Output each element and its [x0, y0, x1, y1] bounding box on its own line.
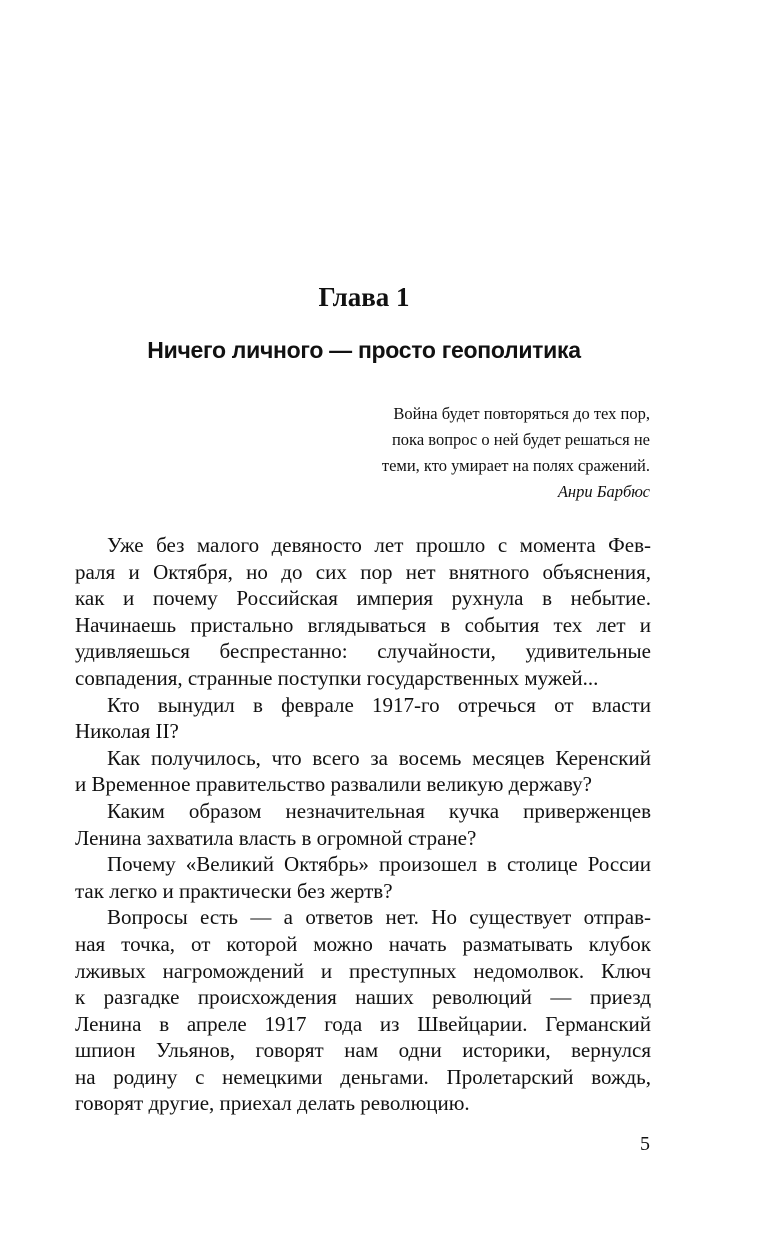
text-line: удивляешься беспрестанно: случайности, удивительные [75, 639, 651, 664]
epigraph-author: Анри Барбюс [557, 482, 650, 501]
text-line: Ленина в апреле 1917 года из Швейцарии. Германский [75, 1011, 651, 1036]
text-line: шпион Ульянов, говорят нам одни историки, вернулся [75, 1038, 651, 1063]
text-line: Каким образом незначительная кучка приверженцев [107, 798, 651, 823]
text-line: говорят другие, приехал делать революцию. [75, 1091, 470, 1116]
epigraph-line: Война будет повторяться до тех пор, [393, 404, 650, 423]
text-line: ная точка, от которой можно начать разматывать клубок [75, 931, 651, 956]
text-line: так легко и практически без жертв? [75, 878, 393, 903]
chapter-number: Глава 1 [318, 282, 410, 312]
text-line: Николая II? [75, 719, 179, 744]
epigraph-line: теми, кто умирает на полях сражений. [381, 456, 650, 475]
text-line: на родину с немецкими деньгами. Пролетарский вождь, [75, 1064, 651, 1089]
text-line: раля и Октября, но до сих пор нет внятного объяснения, [75, 559, 651, 584]
page-number: 5 [640, 1133, 650, 1155]
epigraph [290, 401, 650, 505]
text-line: Кто вынудил в феврале 1917-го отречься от власти [107, 692, 651, 717]
text-line: лживых нагромождений и преступных недомолвок. Ключ [75, 958, 651, 983]
epigraph-line: пока вопрос о ней будет решаться не [391, 430, 650, 449]
text-line: совпадения, странные поступки государственных мужей... [75, 665, 599, 690]
chapter-title: Ничего личного — просто геополитика [147, 337, 581, 363]
text-line: Начинаешь пристально вглядываться в события тех лет и [75, 612, 651, 637]
text-line: Как получилось, что всего за восемь месяцев Керенский [107, 745, 651, 770]
text-line: к разгадке происхождения наших революций — приезд [75, 985, 651, 1010]
text-line: Вопросы есть — а ответов нет. Но существует отправ- [107, 905, 651, 930]
text-line: Почему «Великий Октябрь» произошел в столице России [107, 852, 651, 877]
text-line: как и почему Российская империя рухнула в небытие. [75, 586, 651, 611]
body-text [75, 532, 651, 1117]
text-line: и Временное правительство развалили великую державу? [75, 772, 592, 797]
text-line: Уже без малого девяносто лет прошло с момента Фев- [107, 533, 651, 557]
text-line: Ленина захватила власть в огромной стране? [75, 825, 477, 850]
